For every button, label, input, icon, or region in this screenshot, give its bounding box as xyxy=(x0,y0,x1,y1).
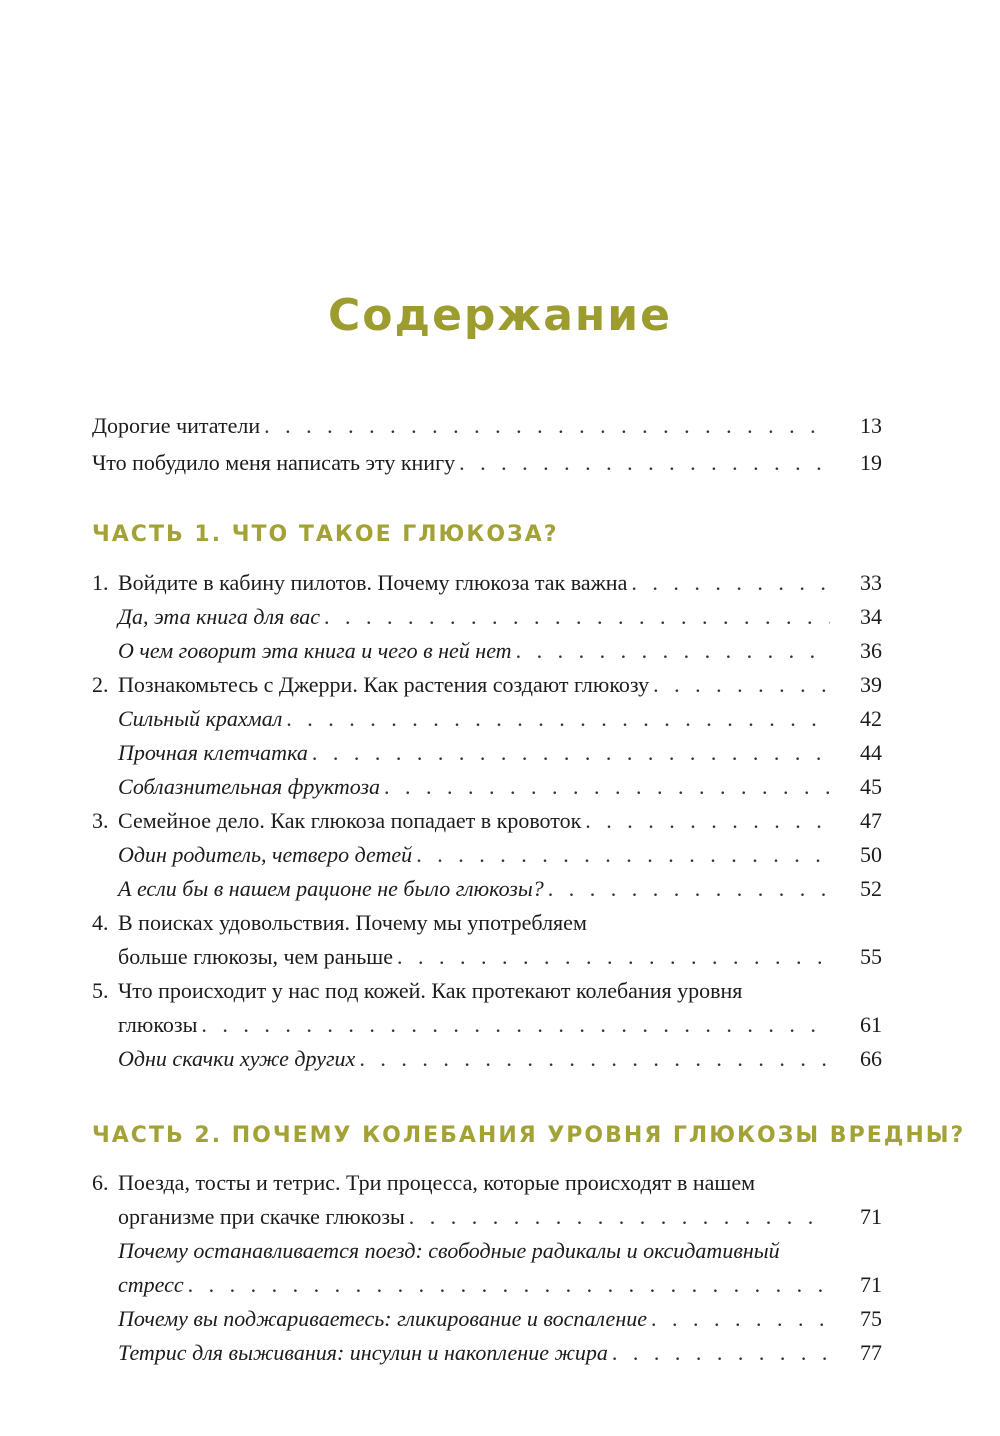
subsection-entry[interactable] xyxy=(118,702,882,736)
subsection-entry[interactable] xyxy=(118,736,882,770)
page-number: 52 xyxy=(860,876,882,901)
entry-title: О чем говорит эта книга и чего в ней нет xyxy=(118,638,512,663)
entry-title: Почему вы поджариваетесь: гликирование и воспаление xyxy=(118,1306,647,1331)
page-number: 50 xyxy=(860,842,882,867)
subsection-entry-line1[interactable] xyxy=(118,1234,908,1268)
dot-leader xyxy=(184,1268,830,1302)
page-number: 44 xyxy=(860,740,882,765)
dot-leader xyxy=(608,1336,830,1370)
page-number: 34 xyxy=(860,604,882,629)
dot-leader xyxy=(320,600,830,634)
entry-title-continued: глюкозы xyxy=(118,1012,198,1037)
chapter-entry[interactable] xyxy=(92,566,882,600)
page-title: Содержание xyxy=(328,290,672,341)
page-number: 45 xyxy=(860,774,882,799)
page-number: 13 xyxy=(860,413,882,438)
chapter-entry-line1[interactable] xyxy=(92,974,882,1008)
dot-leader xyxy=(380,770,830,804)
page-number: 61 xyxy=(860,1012,882,1037)
chapter-entry-line1[interactable] xyxy=(92,1166,882,1200)
part-2-heading: ЧАСТЬ 2. ПОЧЕМУ КОЛЕБАНИЯ УРОВНЯ ГЛЮКОЗЫ ВРЕДНЫ? xyxy=(92,1123,966,1148)
entry-title: Семейное дело. Как глюкоза попадает в кровоток xyxy=(118,808,582,833)
subsection-entry[interactable] xyxy=(118,634,882,668)
entry-title-continued: больше глюкозы, чем раньше xyxy=(118,944,394,969)
page-number: 19 xyxy=(860,450,882,475)
subsection-entry[interactable] xyxy=(118,872,882,906)
page-number: 75 xyxy=(860,1306,882,1331)
subsection-entry[interactable] xyxy=(118,600,882,634)
dot-leader xyxy=(355,1042,830,1076)
entry-title: Да, эта книга для вас xyxy=(118,604,320,629)
page-number: 42 xyxy=(860,706,882,731)
dot-leader xyxy=(405,1200,830,1234)
page-number: 33 xyxy=(860,570,882,595)
chapter-entry[interactable] xyxy=(92,668,882,702)
chapter-number: 2. xyxy=(92,672,109,697)
dot-leader xyxy=(647,1302,830,1336)
dot-leader xyxy=(308,736,830,770)
entry-title: Почему останавливается поезд: свободные радикалы и оксидативный xyxy=(118,1238,780,1263)
page-number: 55 xyxy=(860,944,882,969)
subsection-entry-line2[interactable] xyxy=(118,1268,882,1302)
dot-leader xyxy=(393,940,830,974)
page-number: 71 xyxy=(860,1272,882,1297)
subsection-entry[interactable] xyxy=(118,770,882,804)
dot-leader xyxy=(455,446,830,480)
toc-entry[interactable] xyxy=(92,446,882,480)
subsection-entry[interactable] xyxy=(118,1336,882,1370)
entry-title: В поисках удовольствия. Почему мы употребляем xyxy=(118,910,587,935)
subsection-entry[interactable] xyxy=(118,1302,882,1336)
entry-title-continued: организме при скачке глюкозы xyxy=(118,1204,405,1229)
chapter-entry-line2[interactable] xyxy=(118,940,882,974)
chapter-number: 4. xyxy=(92,910,109,935)
dot-leader xyxy=(197,1008,830,1042)
dot-leader xyxy=(627,566,830,600)
entry-title: Войдите в кабину пилотов. Почему глюкоза так важна xyxy=(118,570,628,595)
chapter-entry-line2[interactable] xyxy=(118,1008,882,1042)
chapter-number: 1. xyxy=(92,570,109,595)
dot-leader xyxy=(260,409,830,443)
entry-title: А если бы в нашем рационе не было глюкозы? xyxy=(118,876,544,901)
entry-title: Что происходит у нас под кожей. Как протекают колебания уровня xyxy=(118,978,743,1003)
dot-leader xyxy=(544,872,830,906)
entry-title: Познакомьтесь с Джерри. Как растения создают глюкозу xyxy=(118,672,650,697)
entry-title: Тетрис для выживания: инсулин и накопление жира xyxy=(118,1340,608,1365)
page-number: 66 xyxy=(860,1046,882,1071)
page-number: 36 xyxy=(860,638,882,663)
chapter-entry-line2[interactable] xyxy=(118,1200,882,1234)
page-number: 71 xyxy=(860,1204,882,1229)
toc-entry[interactable] xyxy=(92,409,882,443)
dot-leader xyxy=(581,804,830,838)
entry-title: Сильный крахмал xyxy=(118,706,283,731)
entry-title-continued: стресс xyxy=(118,1272,184,1297)
part-1-heading: ЧАСТЬ 1. ЧТО ТАКОЕ ГЛЮКОЗА? xyxy=(92,522,559,547)
page-number: 39 xyxy=(860,672,882,697)
entry-title: Прочная клетчатка xyxy=(118,740,308,765)
dot-leader xyxy=(412,838,830,872)
entry-title: Что побудило меня написать эту книгу xyxy=(92,450,456,475)
dot-leader xyxy=(282,702,830,736)
chapter-entry[interactable] xyxy=(92,804,882,838)
entry-title: Один родитель, четверо детей xyxy=(118,842,413,867)
page-number: 77 xyxy=(860,1340,882,1365)
chapter-number: 6. xyxy=(92,1170,109,1195)
subsection-entry[interactable] xyxy=(118,1042,882,1076)
chapter-number: 3. xyxy=(92,808,109,833)
chapter-number: 5. xyxy=(92,978,109,1003)
entry-title: Одни скачки хуже других xyxy=(118,1046,356,1071)
page-number: 47 xyxy=(860,808,882,833)
dot-leader xyxy=(512,634,830,668)
chapter-entry-line1[interactable] xyxy=(92,906,882,940)
dot-leader xyxy=(649,668,830,702)
entry-title: Дорогие читатели xyxy=(92,413,261,438)
entry-title: Поезда, тосты и тетрис. Три процесса, которые происходят в нашем xyxy=(118,1170,756,1195)
subsection-entry[interactable] xyxy=(118,838,882,872)
entry-title: Соблазнительная фруктоза xyxy=(118,774,381,799)
